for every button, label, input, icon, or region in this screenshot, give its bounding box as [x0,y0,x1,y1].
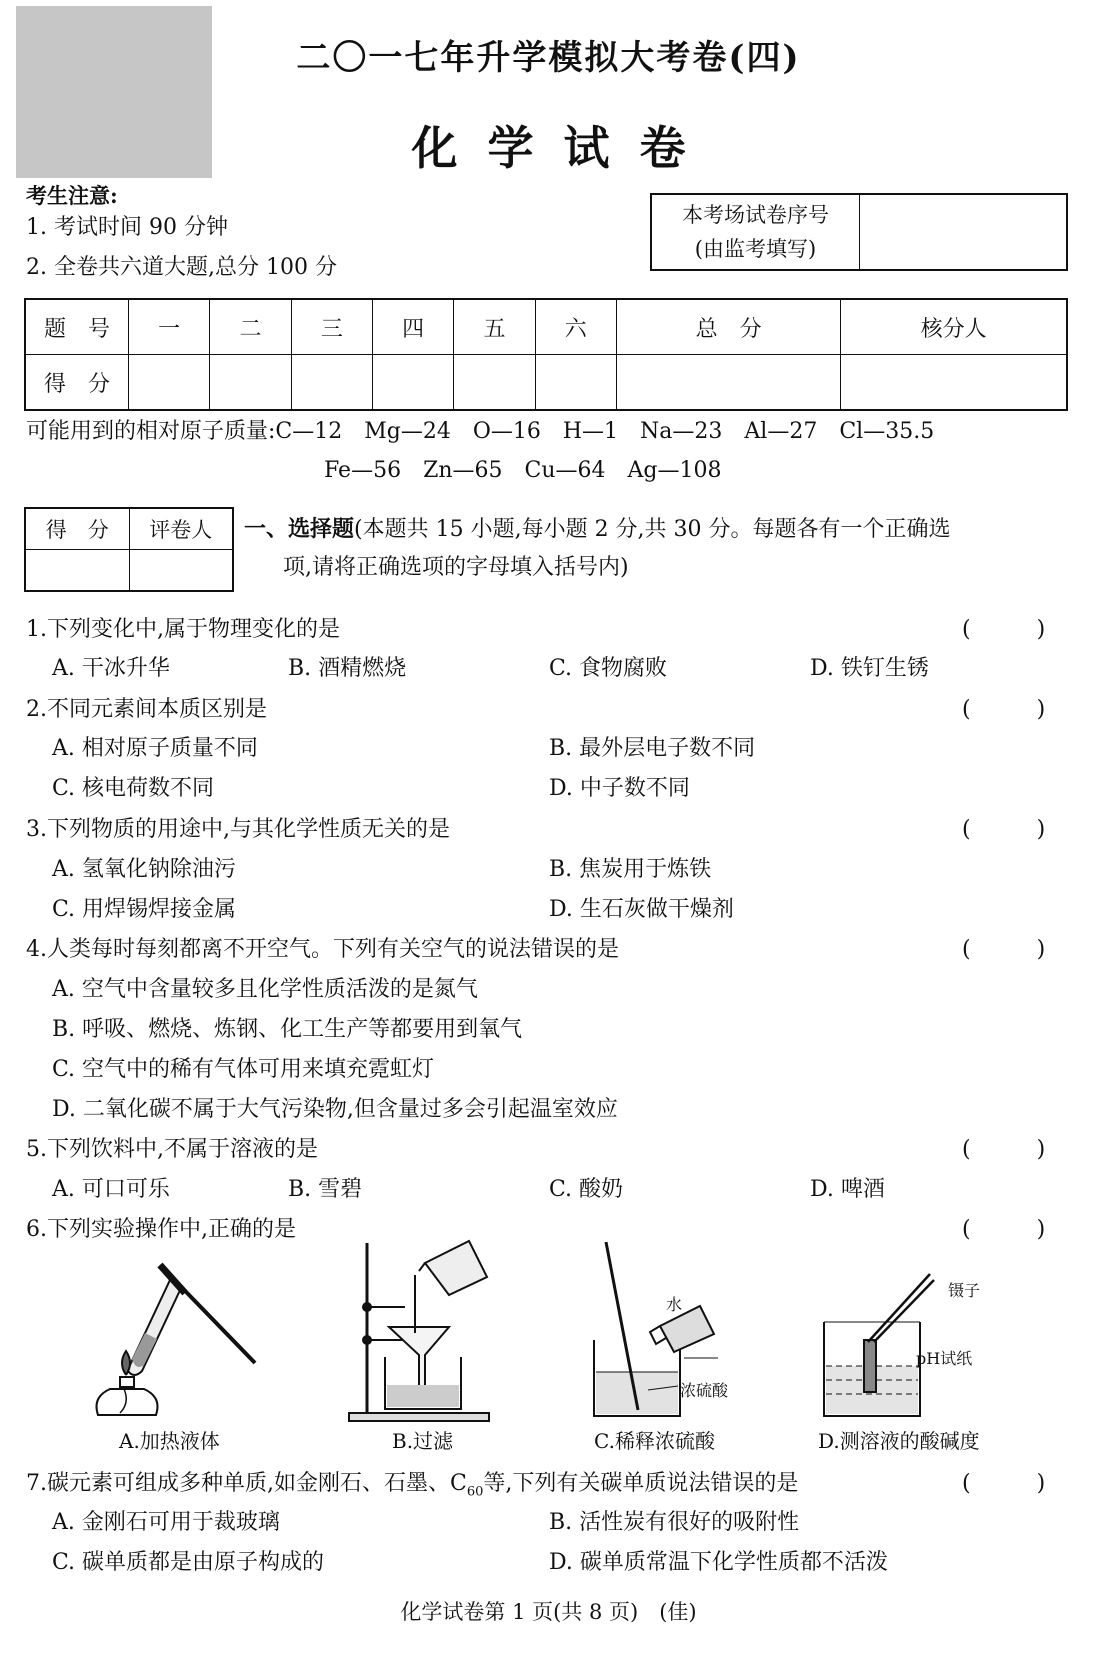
answer-blank[interactable]: ( ) [962,1471,1046,1496]
question-stem: 1.下列变化中,属于物理变化的是 [26,617,340,642]
score-cell[interactable] [372,355,453,411]
serial-label-line2: (由监考填写) [694,237,817,261]
answer-blank[interactable]: ( ) [962,1217,1046,1242]
figure-caption: C.稀释浓硫酸 [594,1429,715,1453]
figure-heating-liquid [90,1255,270,1425]
option: B. 呼吸、燃烧、炼钢、化工生产等都要用到氧气 [52,1017,523,1042]
option: D. 碳单质常温下化学性质都不活泼 [549,1550,888,1575]
option: C. 空气中的稀有气体可用来填充霓虹灯 [52,1057,435,1082]
figure-filtration [345,1235,495,1425]
label-conc-acid: 浓硫酸 [680,1381,729,1400]
notice-heading: 考生注意: [26,183,118,208]
score-cell[interactable] [291,355,372,411]
question-stem: 3.下列物质的用途中,与其化学性质无关的是 [26,817,450,842]
option: B. 雪碧 [288,1177,363,1202]
option: A. 氢氧化钠除油污 [52,857,236,882]
answer-blank[interactable]: ( ) [962,937,1046,962]
option: C. 碳单质都是由原子构成的 [52,1550,325,1575]
answer-blank[interactable]: ( ) [962,697,1046,722]
grader-score-cell[interactable] [25,550,129,592]
notice-item: 2. 全卷共六道大题,总分 100 分 [26,255,337,280]
subscript-60: 60 [466,1484,484,1500]
score-col-header: 总 分 [616,299,840,355]
option: B. 酒精燃烧 [288,656,407,681]
exam-title: 二〇一七年升学模拟大考卷(四) [296,38,801,78]
question-stem-pre: 7.碳元素可组成多种单质,如金刚石、石墨、C [26,1471,467,1496]
option: C. 用焊锡焊接金属 [52,897,237,922]
score-table [24,298,1068,411]
section-desc-line1: (本题共 15 小题,每小题 2 分,共 30 分。每题各有一个正确选 [354,517,951,542]
option: A. 干冰升华 [52,656,170,681]
question-stem: 4.人类每时每刻都离不开空气。下列有关空气的说法错误的是 [26,937,619,962]
option: A. 空气中含量较多且化学性质活泼的是氮气 [52,977,478,1002]
option: B. 最外层电子数不同 [549,736,756,761]
section-desc-line2: 项,请将正确选项的字母填入括号内) [283,555,629,580]
option: D. 生石灰做干燥剂 [549,897,734,922]
score-col-header: 四 [372,299,453,355]
score-cell[interactable] [129,355,210,411]
score-cell[interactable] [454,355,535,411]
question-stem-post: 等,下列有关碳单质说法错误的是 [483,1471,799,1496]
grader-score-label: 得 分 [25,508,129,550]
atomic-masses-line1: 可能用到的相对原子质量:C—12 Mg—24 O—16 H—1 Na—23 Al—27 Cl—35.5 [26,419,935,444]
option: A. 金刚石可用于裁玻璃 [52,1510,280,1535]
label-tweezers: 镊子 [948,1281,981,1300]
score-cell[interactable] [616,355,840,411]
option: B. 焦炭用于炼铁 [549,857,712,882]
subject-title: 化学试卷 [411,121,716,175]
section-title: 一、选择题 [244,516,355,542]
answer-blank[interactable]: ( ) [962,617,1046,642]
score-col-header: 核分人 [841,299,1067,355]
option: D. 中子数不同 [549,776,690,801]
score-cell[interactable] [535,355,616,411]
figure-measuring-ph [820,1270,940,1420]
question-stem [26,1466,798,1499]
option: C. 酸奶 [549,1177,624,1202]
score-col-header: 一 [129,299,210,355]
serial-number-box [650,193,1068,271]
notice-item: 1. 考试时间 90 分钟 [26,215,228,240]
page-footer: 化学试卷第 1 页(共 8 页) (佳) [400,1600,697,1624]
label-water: 水 [666,1295,683,1314]
figure-caption: D.测溶液的酸碱度 [818,1429,980,1453]
option: A. 可口可乐 [52,1177,170,1202]
question-stem: 6.下列实验操作中,正确的是 [26,1217,296,1242]
option: D. 铁钉生锈 [810,656,929,681]
score-col-header: 三 [291,299,372,355]
option: D. 二氧化碳不属于大气污染物,但含量过多会引起温室效应 [52,1097,618,1122]
serial-number-field[interactable] [860,194,1068,270]
answer-blank[interactable]: ( ) [962,1137,1046,1162]
option: C. 核电荷数不同 [52,776,215,801]
serial-label-line1: 本考场试卷序号 [682,203,829,227]
label-ph-paper: pH试纸 [916,1349,973,1368]
option: C. 食物腐败 [549,656,668,681]
score-col-header: 六 [535,299,616,355]
grader-box [24,507,234,592]
grader-name-cell[interactable] [129,550,233,592]
atomic-masses-line2: Fe—56 Zn—65 Cu—64 Ag—108 [324,458,722,483]
option: B. 活性炭有很好的吸附性 [549,1510,800,1535]
figure-caption: A.加热液体 [119,1429,220,1453]
grader-label: 评卷人 [129,508,233,550]
answer-blank[interactable]: ( ) [962,817,1046,842]
option: A. 相对原子质量不同 [52,736,258,761]
score-col-header: 五 [454,299,535,355]
score-row-label: 得 分 [25,355,129,411]
option: D. 啤酒 [810,1177,885,1202]
question-stem: 5.下列饮料中,不属于溶液的是 [26,1137,318,1162]
figure-caption: B.过滤 [392,1429,454,1453]
score-row-label: 题 号 [25,299,129,355]
score-col-header: 二 [210,299,291,355]
section-heading [244,510,1074,587]
question-stem: 2.不同元素间本质区别是 [26,697,267,722]
score-cell[interactable] [841,355,1067,411]
score-cell[interactable] [210,355,291,411]
